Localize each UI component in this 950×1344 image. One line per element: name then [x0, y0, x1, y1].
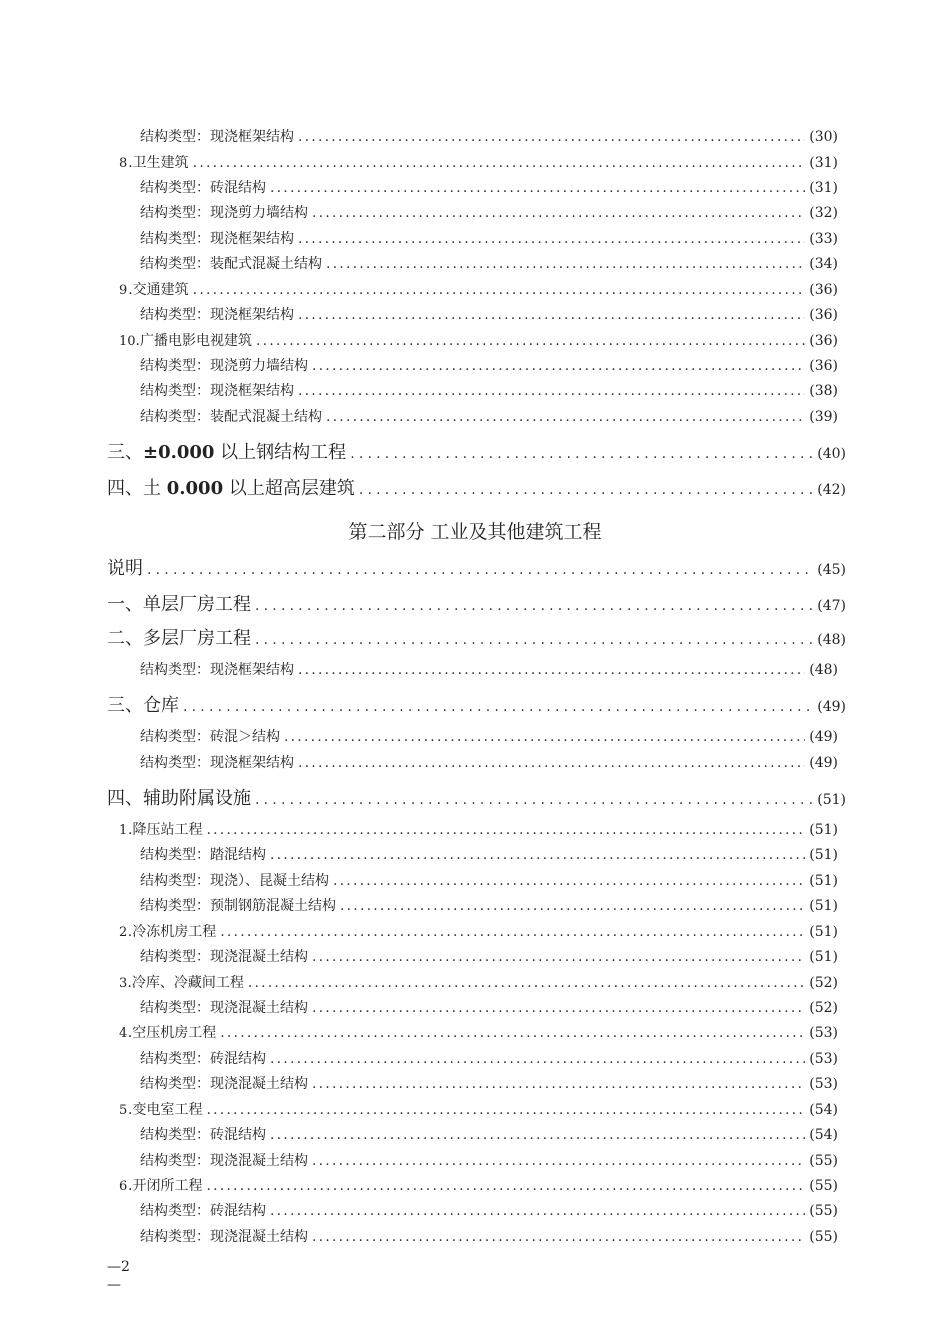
leader-dots [270, 1127, 805, 1143]
toc-chapter-row: 四、土 0.000 以上超高层建筑 ..... (42) [107, 474, 846, 500]
page-number: (36) [809, 333, 838, 349]
toc-row: 结构类型：现浇混凝土结构 ..... (52) [140, 997, 838, 1017]
toc-row: 结构类型：现浇框架结构 ..... (30) [140, 126, 838, 146]
item-number: 10 [119, 334, 136, 349]
page-number: (52) [809, 975, 838, 991]
toc-chapter-row: 四、辅助附属设施 ..... (51) [107, 784, 846, 810]
item-number: 2 [119, 925, 128, 940]
page-number: (47) [817, 598, 846, 614]
toc-row: 8 .卫生建筑 ..... (31) [119, 152, 838, 172]
toc-row: 结构类型：砖混结构 ..... (53) [140, 1048, 838, 1068]
toc-chapter-row: 说明 ..... (45) [107, 554, 846, 580]
page-number: (40) [817, 446, 846, 462]
leader-dots [312, 1076, 805, 1092]
leader-dots [193, 282, 806, 298]
leader-dots [255, 598, 813, 614]
page-number: (51) [809, 822, 838, 838]
page-number: (31) [809, 155, 838, 171]
page-number: (55) [809, 1178, 838, 1194]
item-number: 9 [119, 283, 128, 298]
leader-dots [248, 975, 805, 991]
leader-dots [255, 632, 813, 648]
leader-dots [206, 1178, 805, 1194]
page-number: (49) [809, 729, 838, 745]
toc-row: 结构类型：现浇框架结构 ..... (36) [140, 304, 838, 324]
page-number: (36) [809, 307, 838, 323]
toc-row: 结构类型：预制钢筋混凝土结构 ..... (51) [140, 895, 838, 915]
toc-row: 结构类型：现浇）、昆凝土结构 ..... (51) [140, 870, 838, 890]
toc-row: 结构类型：装配式混凝土结构 ..... (39) [140, 406, 838, 426]
toc-chapter-row: 三、±0.000 以上钢结构工程 ..... (40) [107, 438, 846, 464]
page-number: (31) [809, 180, 838, 196]
page-number: (53) [809, 1025, 838, 1041]
toc-row: 结构类型：踏混结构 ..... (51) [140, 844, 838, 864]
page-number: (36) [809, 282, 838, 298]
leader-dots [312, 358, 805, 374]
toc-chapter-row: 二、多层厂房工程 ..... (48) [107, 624, 846, 650]
item-number: 1 [119, 823, 128, 838]
toc-row: 5 .变电室工程 ..... (54) [119, 1099, 838, 1119]
leader-dots [270, 1203, 805, 1219]
page-number: (30) [809, 129, 838, 145]
leader-dots [312, 1153, 805, 1169]
leader-dots [340, 898, 805, 914]
toc-row: 结构类型：现浇框架结构 ..... (33) [140, 228, 838, 248]
page-number: (51) [809, 847, 838, 863]
toc-row: 结构类型：砖混结构 ..... (31) [140, 177, 838, 197]
leader-dots [298, 755, 805, 771]
item-number: 5 [119, 1103, 128, 1118]
page-number: (51) [809, 898, 838, 914]
leader-dots [298, 307, 805, 323]
page-number: (52) [809, 1000, 838, 1016]
page-number: (51) [817, 792, 846, 808]
toc-row: 结构类型：现浇剪力墙结构 ..... (32) [140, 202, 838, 222]
leader-dots [206, 822, 805, 838]
leader-dots [312, 205, 805, 221]
leader-dots [359, 482, 813, 498]
leader-dots [312, 1000, 805, 1016]
page-number: (48) [817, 632, 846, 648]
toc-row: 3 .冷库、冷藏间工程 ..... (52) [119, 972, 838, 992]
page-number: (34) [809, 256, 838, 272]
toc-row: 4 .空压机房工程 ..... (53) [119, 1022, 838, 1042]
page-number: (55) [809, 1203, 838, 1219]
toc-row: 结构类型：现浇混凝土结构 ..... (51) [140, 946, 838, 966]
leader-dots [147, 562, 813, 578]
page-number: (48) [809, 662, 838, 678]
page-number: (38) [809, 383, 838, 399]
toc-row: 结构类型：现浇剪力墙结构 ..... (36) [140, 355, 838, 375]
leader-dots [256, 333, 805, 349]
leader-dots [298, 129, 805, 145]
leader-dots [298, 231, 805, 247]
leader-dots [220, 1025, 805, 1041]
page-number: (33) [809, 231, 838, 247]
item-number: 4 [119, 1026, 128, 1041]
toc-row: 结构类型：砖混＞结构 ..... (49) [140, 726, 838, 746]
item-number: 8 [119, 156, 128, 171]
leader-dots [326, 256, 805, 272]
leader-dots [284, 729, 805, 745]
page-number: (55) [809, 1153, 838, 1169]
toc-row: 1 .降压站工程 ..... (51) [119, 819, 838, 839]
leader-dots [270, 180, 805, 196]
toc-row: 结构类型：现浇混凝土结构 ..... (55) [140, 1150, 838, 1170]
toc-row: 结构类型：砖混结构 ..... (55) [140, 1200, 838, 1220]
leader-dots [270, 1051, 805, 1067]
page-number: (51) [809, 924, 838, 940]
toc-chapter-row: 三、仓库 ..... (49) [107, 691, 846, 717]
toc-row: 2 .冷冻机房工程 ..... (51) [119, 921, 838, 941]
leader-dots [255, 792, 813, 808]
item-number: 3 [119, 976, 128, 991]
leader-dots [333, 873, 805, 889]
leader-dots [350, 446, 813, 462]
toc-chapter-row: 一、单层厂房工程 ..... (47) [107, 590, 846, 616]
leader-dots [270, 847, 805, 863]
item-number: 6 [119, 1179, 128, 1194]
page-number: (54) [809, 1127, 838, 1143]
leader-dots [312, 1229, 805, 1245]
page-number: (42) [817, 482, 846, 498]
page-number: (49) [817, 699, 846, 715]
toc-row: 结构类型：装配式混凝土结构 ..... (34) [140, 253, 838, 273]
page-number: (36) [809, 358, 838, 374]
page-number: (49) [809, 755, 838, 771]
page-number: (53) [809, 1076, 838, 1092]
leader-dots [312, 949, 805, 965]
page-number: (54) [809, 1102, 838, 1118]
toc-row: 结构类型：现浇框架结构 ..... (48) [140, 659, 838, 679]
leader-dots [220, 924, 805, 940]
leader-dots [298, 383, 805, 399]
part-heading: 第二部分 工业及其他建筑工程 [348, 521, 602, 543]
leader-dots [326, 409, 805, 425]
toc-row: 10 .广播电影电视建筑 ..... (36) [119, 330, 838, 350]
page-number: (51) [809, 949, 838, 965]
page-number: (45) [817, 562, 846, 578]
leader-dots [298, 662, 805, 678]
toc-row: 结构类型：现浇框架结构 ..... (49) [140, 752, 838, 772]
toc-row: 6 .开闭所工程 ..... (55) [119, 1175, 838, 1195]
footer-dash: — [107, 1277, 121, 1293]
toc-row: 结构类型：现浇框架结构 ..... (38) [140, 380, 838, 400]
leader-dots [193, 155, 806, 171]
toc-row: 结构类型：现浇混凝土结构 ..... (55) [140, 1226, 838, 1246]
leader-dots [206, 1102, 805, 1118]
page-number: (55) [809, 1229, 838, 1245]
toc-row: 结构类型：砖混结构 ..... (54) [140, 1124, 838, 1144]
page-number: (39) [809, 409, 838, 425]
leader-dots [183, 699, 813, 715]
page-footer [107, 1258, 130, 1294]
footer-page-number: —2 [107, 1259, 130, 1275]
page-number: (53) [809, 1051, 838, 1067]
page-number: (51) [809, 873, 838, 889]
page-number: (32) [809, 205, 838, 221]
toc-row: 9 .交通建筑 ..... (36) [119, 279, 838, 299]
toc-row: 结构类型：现浇混凝土结构 ..... (53) [140, 1073, 838, 1093]
